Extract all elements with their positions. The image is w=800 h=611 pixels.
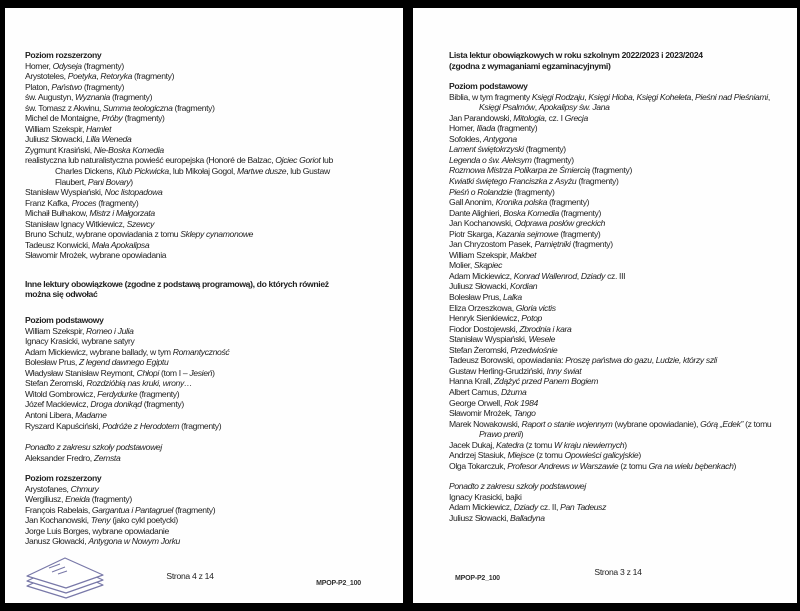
reading-list-item: Janusz Głowacki, Antygona w Nowym Jorku — [25, 536, 180, 547]
heading-line: Poziom rozszerzony — [25, 473, 102, 484]
reading-list-item: Stefan Żeromski, Przedwiośnie — [449, 344, 558, 355]
reading-list-item: Tadeusz Borowski, opowiadania: Proszę państwa do gazu, Ludzie, którzy szli — [449, 355, 717, 366]
reading-list-item: Homer, Odyseja (fragmenty) — [25, 60, 124, 71]
reading-list-item: Ignacy Krasicki, bajki — [449, 491, 522, 502]
reading-list-item: Michel de Montaigne, Próby (fragmenty) — [25, 113, 165, 124]
reading-list-item: Ignacy Krasicki, wybrane satyry — [25, 336, 135, 347]
section-title — [449, 50, 791, 71]
subheading-line: Ponadto z zakresu szkoły podstawowej — [25, 442, 162, 453]
document-page-4 — [5, 8, 403, 603]
reading-list-item: Juliusz Słowacki, Lilla Weneda — [25, 134, 132, 145]
document-code: MPOP-P2_100 — [316, 580, 361, 587]
reading-list-item: Charles Dickens, Klub Pickwicka, lub Mikołaj Gogol, Martwe dusze, lub Gustaw — [55, 166, 330, 177]
reading-list-item: Arystofanes, Chmury — [25, 483, 99, 494]
reading-list-item: Sofokles, Antygona — [449, 133, 517, 144]
reading-list-item: Sławomir Mrożek, Tango — [449, 408, 536, 419]
reading-list-item: Fiodor Dostojewski, Zbrodnia i kara — [449, 323, 572, 334]
section-heading — [25, 315, 395, 326]
reading-list-item: Księgi Psalmów, Apokalipsy św. Jana — [479, 102, 610, 113]
page-3-footer — [413, 541, 797, 603]
page-4-content — [25, 50, 395, 547]
reading-list-item: Adam Mickiewicz, Dziady cz. II, Pan Tadeusz — [449, 502, 607, 513]
reading-list-item: Juliusz Słowacki, Kordian — [449, 281, 538, 292]
reading-list-item: Arystoteles, Poetyka, Retoryka (fragmenty) — [25, 71, 175, 82]
heading-line: Poziom rozszerzony — [25, 50, 102, 60]
reading-list-item: Władysław Stanisław Reymont, Chłopi (tom I – Jesień) — [25, 367, 215, 378]
reading-list-item: Eliza Orzeszkowa, Gloria victis — [449, 302, 556, 313]
reading-list-item: George Orwell, Rok 1984 — [449, 397, 538, 408]
reading-list-item: Stanisław Wyspiański, Noc listopadowa — [25, 187, 163, 198]
heading-line: Inne lektury obowiązkowe (zgodne z podstawą programową), do których również — [25, 278, 329, 289]
reading-list-item: Wergiliusz, Eneida (fragmenty) — [25, 494, 132, 505]
reading-list-item: Olga Tokarczuk, Profesor Andrews w Warszawie (z tomu Gra na wielu bębenkach) — [449, 460, 737, 471]
page-3-content — [449, 50, 791, 524]
reading-list-item: Prawo prerii) — [479, 429, 524, 440]
page-number: Strona 4 z 14 — [166, 571, 214, 581]
reading-list-item: William Szekspir, Hamlet — [25, 123, 112, 134]
reading-list-item: Bruno Schulz, wybrane opowiadania z tomu Sklepy cynamonowe — [25, 229, 254, 240]
document-code: MPOP-P2_100 — [455, 575, 500, 582]
reading-list-item: Jacek Dukaj, Katedra (z tomu W kraju niewiernych) — [449, 439, 627, 450]
section-list — [449, 492, 791, 524]
reading-list-item: Molier, Skąpiec — [449, 260, 503, 271]
reading-list-item: realistyczna lub naturalistyczna powieść europejska (Honoré de Balzac, Ojciec Goriot lub — [25, 155, 333, 166]
reading-list-item: Józef Mackiewicz, Droga donikąd (fragmenty) — [25, 399, 184, 410]
reading-list-item: Stefan Żeromski, Rozdzióbią nas kruki, wrony… — [25, 378, 193, 389]
reading-list-item: Stanisław Wyspiański, Wesele — [449, 334, 556, 345]
reading-list-item: Jan Kochanowski, Treny (jako cykl poetycki) — [25, 515, 178, 526]
reading-list-item: Lament świętokrzyski (fragmenty) — [449, 144, 566, 155]
reading-list-item: Bolesław Prus, Lalka — [449, 292, 522, 303]
reading-list-item: Bolesław Prus, Z legend dawnego Egiptu — [25, 357, 169, 368]
reading-list-item: William Szekspir, Romeo i Julia — [25, 325, 134, 336]
reading-list-item: Platon, Państwo (fragmenty) — [25, 81, 124, 92]
reading-list-item: Jan Chryzostom Pasek, Pamiętniki (fragmenty) — [449, 239, 613, 250]
reading-list-item: Adam Mickiewicz, wybrane ballady, w tym Romantyczność — [25, 346, 230, 357]
section-heading — [449, 81, 791, 92]
reading-list-item: Witold Gombrowicz, Ferdydurke (fragmenty) — [25, 388, 180, 399]
reading-list-item: William Szekspir, Makbet — [449, 249, 537, 260]
heading-line: Poziom podstawowy — [449, 81, 528, 92]
reading-list-item: Michaił Bułhakow, Mistrz i Małgorzata — [25, 208, 155, 219]
section-list — [25, 61, 395, 261]
section-list — [25, 326, 395, 431]
reading-list-item: Sławomir Mrożek, wybrane opowiadania — [25, 250, 167, 261]
reading-list-item: Antoni Libera, Madame — [25, 409, 107, 420]
reading-list-item: św. Tomasz z Akwinu, Summa teologiczna (fragmenty) — [25, 102, 215, 113]
reading-list-item: François Rabelais, Gargantua i Pantagruel (fragmenty) — [25, 504, 216, 515]
reading-list-item: Marek Nowakowski, Raport o stanie wojennym (wybrane opowiadanie), Górą „Edek” (z tomu — [449, 418, 772, 429]
reading-list-item: Franz Kafka, Proces (fragmenty) — [25, 197, 139, 208]
section-list — [449, 92, 791, 472]
reading-list-item: Aleksander Fredro, Zemsta — [25, 452, 121, 463]
reading-list-item: Rozmowa Mistrza Polikarpa ze Śmiercią (fragmenty) — [449, 165, 632, 176]
reading-list-item: Andrzej Stasiuk, Miejsce (z tomu Opowieści galicyjskie) — [449, 450, 641, 461]
reading-list-item: Jan Kochanowski, Odprawa posłów greckich — [449, 218, 606, 229]
section-iheading — [25, 442, 395, 453]
reading-list-item: Flaubert, Pani Bovary) — [55, 176, 133, 187]
reading-list-item: Stanisław Ignacy Witkiewicz, Szewcy — [25, 218, 155, 229]
heading-line: Poziom podstawowy — [25, 315, 104, 326]
reading-list-item: Biblia, w tym fragmenty Księgi Rodzaju, Księgi Hioba, Księgi Koheleta, Pieśni nad Pieśniami, — [449, 91, 770, 102]
section-heading — [25, 473, 395, 484]
section-list — [25, 484, 395, 547]
reading-list-item: Jorge Luis Borges, wybrane opowiadanie — [25, 525, 169, 536]
document-page-3 — [413, 8, 797, 603]
page-number: Strona 3 z 14 — [594, 567, 642, 577]
section-heading — [25, 279, 395, 300]
reading-list-item: św. Augustyn, Wyznania (fragmenty) — [25, 92, 153, 103]
reading-list-item: Adam Mickiewicz, Konrad Wallenrod, Dziady cz. III — [449, 270, 626, 281]
reading-list-item: Pieśń o Rolandzie (fragmenty) — [449, 186, 555, 197]
reading-list-item: Gall Anonim, Kronika polska (fragmenty) — [449, 197, 590, 208]
reading-list-item: Ryszard Kapuściński, Podróże z Herodotem (fragmenty) — [25, 420, 222, 431]
document-title-line: (zgodna z wymaganiami egzaminacyjnymi) — [449, 60, 611, 71]
reading-list-item: Legenda o św. Aleksym (fragmenty) — [449, 154, 574, 165]
reading-list-item: Gustaw Herling-Grudziński, Inny świat — [449, 365, 582, 376]
reading-list-item: Piotr Skarga, Kazania sejmowe (fragmenty) — [449, 228, 601, 239]
reading-list-item: Homer, Iliada (fragmenty) — [449, 123, 538, 134]
section-iheading — [449, 481, 791, 492]
reading-list-item: Tadeusz Konwicki, Mała Apokalipsa — [25, 239, 150, 250]
reading-list-item: Zygmunt Krasiński, Nie-Boska Komedia — [25, 144, 164, 155]
reading-list-item: Hanna Krall, Zdążyć przed Panem Bogiem — [449, 376, 599, 387]
page-4-footer — [5, 541, 403, 603]
reading-list-item: Kwiatki świętego Franciszka z Asyżu (fragmenty) — [449, 176, 619, 187]
heading-line: można się odwołać — [25, 289, 98, 300]
subheading-line: Ponadto z zakresu szkoły podstawowej — [449, 481, 586, 492]
section-heading — [25, 50, 395, 61]
reading-list-item: Juliusz Słowacki, Balladyna — [449, 512, 545, 523]
reading-list-item: Henryk Sienkiewicz, Potop — [449, 313, 542, 324]
reading-list-item: Jan Parandowski, Mitologia, cz. I Grecja — [449, 112, 588, 123]
reading-list-item: Dante Alighieri, Boska Komedia (fragmenty) — [449, 207, 602, 218]
reading-list-item: Albert Camus, Dżuma — [449, 386, 527, 397]
section-list — [25, 453, 395, 464]
document-title-line: Lista lektur obowiązkowych w roku szkolnym 2022/2023 i 2023/2024 — [449, 50, 703, 60]
